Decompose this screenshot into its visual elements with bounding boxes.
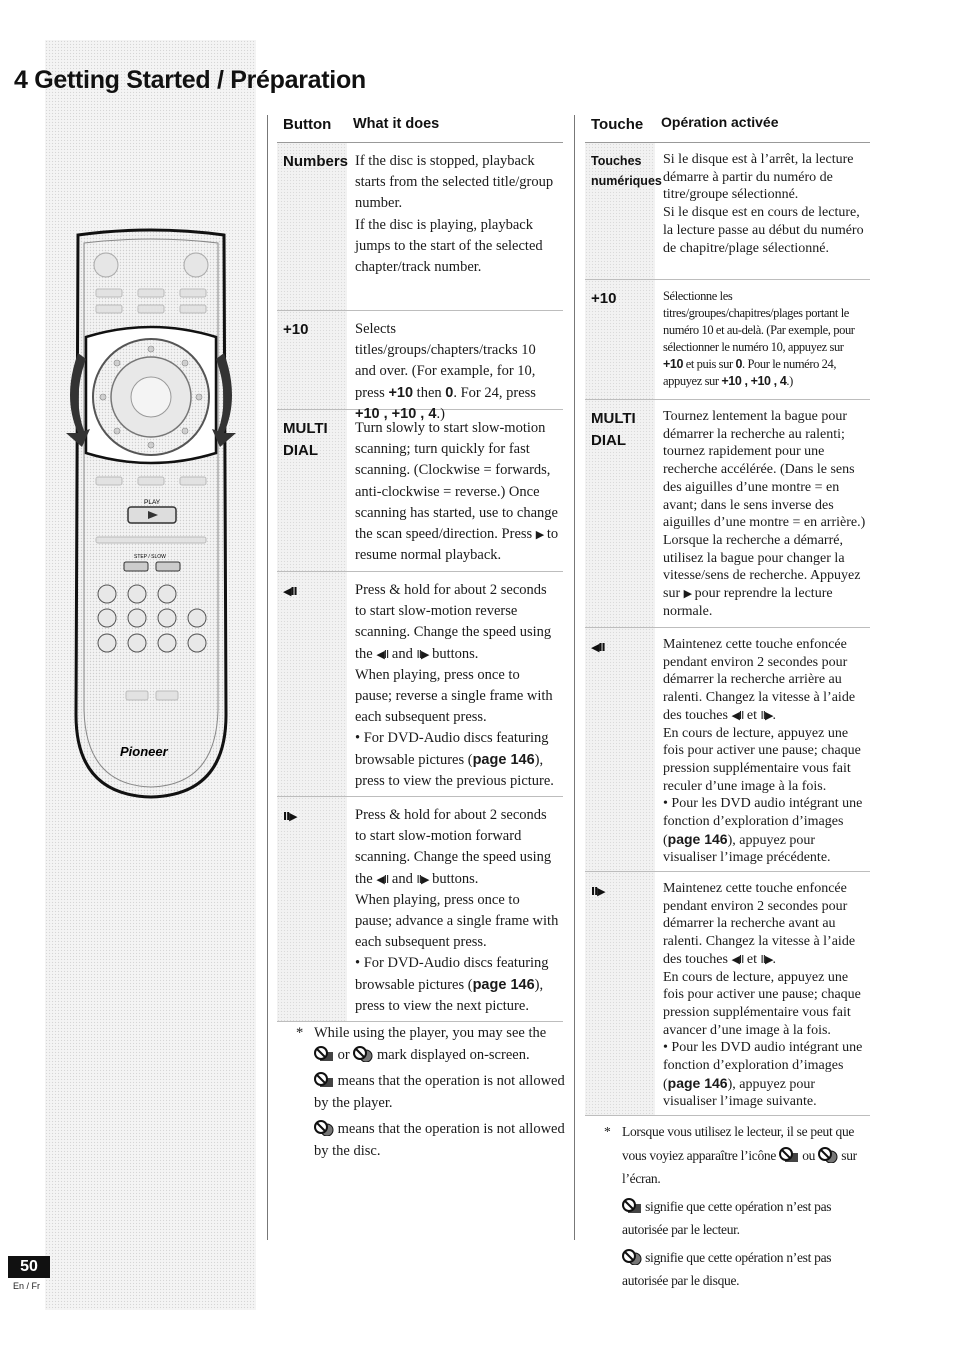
player-prohibit-icon <box>622 1198 642 1214</box>
row-description <box>655 280 870 399</box>
text-span: buttons. <box>428 645 479 662</box>
page-reference: page 146 <box>667 1074 728 1091</box>
text-span: ), appuyez pour visualiser l’image suivante. <box>663 1076 817 1110</box>
page-title: 4 Getting Started / Préparation <box>14 66 366 94</box>
text-span: Turn slowly to start slow-motion scanning; turn quickly for fast scanning. (Clockwise = forwards, anti-clockwise = reverse.) Once scanning has started, use to change the scan speed/direction. Press <box>355 420 558 543</box>
row-key <box>277 572 347 796</box>
key-line: MULTI <box>283 420 328 437</box>
row-description <box>655 143 870 279</box>
table-row <box>277 143 563 311</box>
text-span: pour reprendre la lecture normale. <box>663 586 833 619</box>
text-span: . For 24, press <box>453 384 536 401</box>
player-prohibit-icon <box>779 1147 799 1163</box>
forward-slow-glyph: II▶ <box>760 952 773 966</box>
note-paragraph <box>296 1022 566 1066</box>
key-line: DIAL <box>591 432 626 449</box>
description-paragraph <box>663 636 866 725</box>
table-row <box>585 872 870 1116</box>
text-span: • Pour les DVD audio intégrant une fonction d’exploration d’images ( <box>663 1040 863 1092</box>
text-span: or <box>334 1047 354 1063</box>
text-span: • For DVD-Audio discs featuring browsable pictures ( <box>355 955 549 993</box>
description-paragraph: En cours de lecture, appuyez une fois pour activer une pause; chaque pression supplémentaire vous fait avancer d’une image à la fois. <box>663 969 861 1038</box>
row-key: +10 <box>277 311 347 409</box>
description-paragraph: When playing, press once to pause; advance a single frame with each subsequent press. <box>355 891 559 951</box>
text-span: Selects titles/groups/chapters/tracks 10 and over. (For example, for 10, press <box>355 321 536 401</box>
text-span: . <box>772 707 776 723</box>
header-touche: Touche <box>585 110 655 142</box>
remote-play-label: PLAY <box>144 499 161 506</box>
table-header <box>585 110 870 143</box>
description-paragraph: En cours de lecture, appuyez une fois pour activer une pause; chaque pression supplémentaire vous fait reculer d’une image à la fois. <box>663 725 861 794</box>
remote-control-illustration <box>56 225 246 805</box>
row-description <box>655 400 870 627</box>
text-span: ou <box>799 1147 819 1163</box>
row-description <box>347 572 563 796</box>
text-span: signifie que cette opération n’est pas autorisée par le lecteur. <box>622 1198 832 1237</box>
row-key <box>585 872 655 1115</box>
text-span: buttons. <box>428 870 479 887</box>
description-line: Si le disque est à l’arrêt, la lecture démarre à partir du numéro de titre/groupe sélectionné. <box>663 152 854 203</box>
key-line: Touches <box>591 154 642 168</box>
reverse-slow-glyph: ◀II <box>376 872 389 886</box>
text-span: Maintenez cette touche enfoncée pendant environ 2 secondes pour démarrer la recherche avant au ralenti. Changez la vitesse à l’aide des touches <box>663 881 856 967</box>
description-paragraph <box>663 795 866 867</box>
row-key <box>585 628 655 871</box>
text-span: .) <box>786 374 793 388</box>
table-row <box>585 280 870 400</box>
table-row <box>277 572 563 797</box>
english-function-table <box>277 110 563 1022</box>
header-what-it-does: What it does <box>347 110 563 142</box>
description-paragraph <box>355 580 559 665</box>
row-description <box>347 143 563 310</box>
text-span: ), appuyez pour visualiser l’image précédente. <box>663 832 831 866</box>
text-span: • Pour les DVD audio intégrant une fonction d’exploration d’images ( <box>663 796 863 848</box>
description-paragraph <box>355 953 559 1017</box>
english-notes <box>296 1022 566 1166</box>
text-span: et <box>743 707 761 723</box>
description-paragraph <box>355 805 559 890</box>
bold-span: +10 , +10 , 4 <box>721 374 787 388</box>
text-span: .) <box>436 405 445 422</box>
text-span: Sélectionne les titres/groupes/chapitres/plages portant le numéro 10 et au-delà. (Par exemple, pour sélectionner le numéro 10, appuyez sur <box>663 289 855 354</box>
note-asterisk: * <box>604 1124 611 1139</box>
text-span: means that the operation is not allowed by the player. <box>314 1073 565 1111</box>
reverse-slow-glyph: ◀II <box>376 647 389 661</box>
reverse-slow-glyph: ◀II <box>591 641 605 654</box>
player-prohibit-icon <box>314 1072 334 1088</box>
description-line: Si le disque est en cours de lecture, la lecture passe au début du numéro de chapitre/plage sélectionné. <box>663 205 864 256</box>
table-row <box>277 311 563 422</box>
table-header <box>277 110 563 143</box>
note-paragraph <box>296 1070 566 1114</box>
text-span: . <box>772 951 776 967</box>
text-span: mark displayed on-screen. <box>373 1047 530 1063</box>
key-line: numériques <box>591 174 662 188</box>
play-glyph: ▶ <box>535 528 544 542</box>
text-span: While using the player, you may see the <box>314 1025 547 1041</box>
key-line: MULTI <box>591 410 636 427</box>
text-span: sur l’écran. <box>622 1147 857 1186</box>
remote-step-slow-label: STEP / SLOW <box>134 554 166 560</box>
text-span: Lorsque vous utilisez le lecteur, il se peut que vous voyiez apparaître l’icône <box>622 1124 855 1163</box>
bold-span: +10 <box>663 357 684 371</box>
note-asterisk: * <box>296 1025 304 1041</box>
row-description <box>347 410 563 571</box>
table-row <box>585 143 870 280</box>
table-row <box>277 797 563 1022</box>
row-key: +10 <box>585 280 655 399</box>
text-span: Press & hold for about 2 seconds to start slow-motion forward scanning. Change the speed using the <box>355 807 552 887</box>
key-line: DIAL <box>283 442 318 459</box>
bold-span: +10 , +10 , 4 <box>355 405 437 422</box>
row-description <box>655 628 870 871</box>
text-span: Tournez lentement la bague pour démarrer la recherche au ralenti; tournez rapidement pour une recherche accélérée. (Dans le sens des aiguilles d’une montre = en avant; dans le sens inverse des aiguilles d’une montre = en arrière.) Lorsque la recherche a démarré, utilisez la bague pour changer la vitesse/sens de recherche. Appuyez sur <box>663 409 866 602</box>
row-description <box>347 311 563 422</box>
text-span: • For DVD-Audio discs featuring browsable pictures ( <box>355 730 549 768</box>
text-span: ), press to view the previous picture. <box>355 751 554 789</box>
row-key <box>277 797 347 1021</box>
table-row <box>585 400 870 628</box>
text-span: Press & hold for about 2 seconds to start slow-motion reverse scanning. Change the speed using the <box>355 582 552 662</box>
forward-slow-glyph: II▶ <box>760 708 773 722</box>
text-span: means that the operation is not allowed by the disc. <box>314 1121 565 1159</box>
reverse-slow-glyph: ◀II <box>731 708 744 722</box>
page-reference: page 146 <box>667 830 728 847</box>
row-key <box>277 410 347 571</box>
description-paragraph <box>663 1039 866 1111</box>
bold-span: +10 <box>388 384 414 401</box>
text-span: et <box>743 951 761 967</box>
description-line: If the disc is stopped, playback starts from the selected title/group number. <box>355 153 554 212</box>
text-span: et puis sur <box>683 357 736 371</box>
text-span: to resume normal playback. <box>355 526 559 564</box>
text-span: ), press to view the next picture. <box>355 976 544 1014</box>
bold-span: 0 <box>735 357 743 371</box>
column-divider <box>267 115 268 1240</box>
column-divider <box>574 115 575 1240</box>
text-span: signifie que cette opération n’est pas autorisée par le disque. <box>622 1249 832 1288</box>
text-span: Maintenez cette touche enfoncée pendant environ 2 secondes pour démarrer la recherche arrière au ralenti. Changez la vitesse à l’aide des touches <box>663 637 856 723</box>
language-code: En / Fr <box>13 1281 41 1291</box>
reverse-slow-glyph: ◀II <box>731 952 744 966</box>
forward-slow-glyph: II▶ <box>591 885 605 898</box>
page-reference: page 146 <box>472 976 535 993</box>
header-operation-activee: Opération activée <box>655 110 870 142</box>
row-key: Numbers <box>277 143 347 310</box>
note-paragraph <box>604 1246 872 1293</box>
description-line: If the disc is playing, playback jumps to the start of the selected chapter/track number. <box>355 216 543 276</box>
forward-slow-glyph: II▶ <box>416 872 429 886</box>
note-paragraph <box>604 1120 872 1191</box>
table-row <box>585 628 870 872</box>
disc-prohibit-icon <box>818 1147 838 1163</box>
description-paragraph <box>355 728 559 792</box>
row-description <box>347 797 563 1021</box>
disc-prohibit-icon <box>353 1046 373 1062</box>
table-row <box>277 410 563 572</box>
description-paragraph: When playing, press once to pause; reverse a single frame with each subsequent press. <box>355 666 553 726</box>
header-button: Button <box>277 110 347 142</box>
french-notes <box>604 1120 872 1297</box>
row-key <box>585 400 655 627</box>
note-paragraph <box>296 1118 566 1162</box>
disc-prohibit-icon <box>622 1249 642 1265</box>
bold-span: 0 <box>445 384 454 401</box>
page-reference: page 146 <box>472 751 535 768</box>
page-number: 50 <box>8 1256 50 1278</box>
disc-prohibit-icon <box>314 1120 334 1136</box>
text-span: . Pour le numéro 24, appuyez sur <box>663 357 837 388</box>
player-prohibit-icon <box>314 1046 334 1062</box>
text-span: and <box>388 870 417 887</box>
text-span: then <box>413 384 446 401</box>
text-span: and <box>388 645 417 662</box>
french-function-table <box>585 110 870 1116</box>
reverse-slow-glyph: ◀II <box>283 585 297 598</box>
row-key <box>585 143 662 279</box>
forward-slow-glyph: II▶ <box>416 647 429 661</box>
remote-brand-logo: Pioneer <box>120 744 168 759</box>
note-paragraph <box>604 1195 872 1242</box>
description-paragraph <box>663 880 866 969</box>
row-description <box>655 872 870 1115</box>
play-glyph: ▶ <box>683 587 692 601</box>
forward-slow-glyph: II▶ <box>283 810 297 823</box>
